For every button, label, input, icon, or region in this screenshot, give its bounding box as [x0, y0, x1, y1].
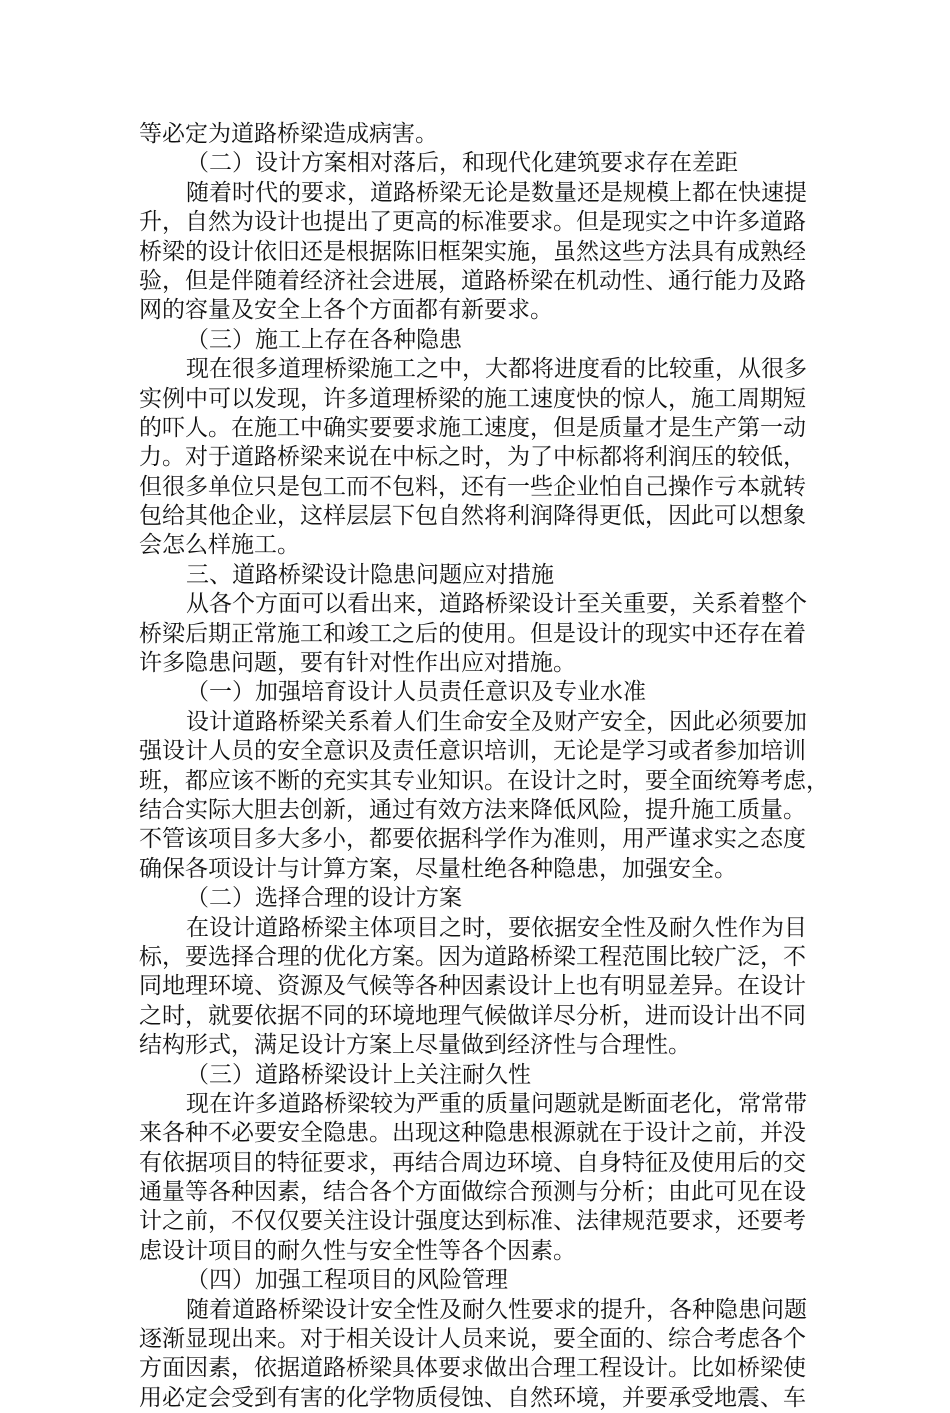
text-line: 三、道路桥梁设计隐患问题应对措施 [186, 561, 554, 588]
text-line: 确保各项设计与计算方案，尽量杜绝各种隐患，加强安全。 [139, 855, 737, 882]
text-line: 的吓人。在施工中确实要要求施工速度，但是质量才是生产第一动 [139, 414, 806, 441]
text-line: 验，但是伴随着经济社会进展，道路桥梁在机动性、通行能力及路 [139, 267, 806, 294]
text-line: 结合实际大胆去创新，通过有效方法来降低风险，提升施工质量。 [139, 796, 806, 823]
text-line: （二）设计方案相对落后，和现代化建筑要求存在差距 [186, 150, 738, 177]
text-line: 随着时代的要求，道路桥梁无论是数量还是规模上都在快速提 [186, 179, 807, 206]
text-line: 不管该项目多大多小，都要依据科学作为准则，用严谨求实之态度 [139, 826, 806, 853]
text-line: 结构形式，满足设计方案上尽量做到经济性与合理性。 [139, 1032, 691, 1059]
text-line: 班，都应该不断的充实其专业知识。在设计之时，要全面统筹考虑， [139, 767, 829, 794]
text-line: 设计道路桥梁关系着人们生命安全及财产安全，因此必须要加 [186, 708, 807, 735]
text-line: 随着道路桥梁设计安全性及耐久性要求的提升，各种隐患问题 [186, 1296, 807, 1323]
text-line: 计之前，不仅仅要关注设计强度达到标准、法律规范要求，还要考 [139, 1208, 806, 1235]
text-line: 网的容量及安全上各个方面都有新要求。 [139, 297, 553, 324]
text-line: 包给其他企业，这样层层下包自然将利润降得更低，因此可以想象 [139, 503, 806, 530]
document-body [139, 120, 829, 1413]
text-line: 在设计道路桥梁主体项目之时，要依据安全性及耐久性作为目 [186, 914, 807, 941]
text-line: 同地理环境、资源及气候等各种因素设计上也有明显差异。在设计 [139, 973, 806, 1000]
text-line: 升，自然为设计也提出了更高的标准要求。但是现实之中许多道路 [139, 209, 806, 236]
text-line: 虑设计项目的耐久性与安全性等各个因素。 [139, 1237, 576, 1264]
text-line: 但很多单位只是包工而不包料，还有一些企业怕自己操作亏本就转 [139, 473, 806, 500]
text-line: 桥梁的设计依旧还是根据陈旧框架实施，虽然这些方法具有成熟经 [139, 238, 806, 265]
text-line: （四）加强工程项目的风险管理 [186, 1267, 508, 1294]
text-line: 之时，就要依据不同的环境地理气候做详尽分析，进而设计出不同 [139, 1002, 806, 1029]
text-line: 用必定会受到有害的化学物质侵蚀、自然环境，并要承受地震、车 [139, 1384, 806, 1411]
text-line: 通量等各种因素，结合各个方面做综合预测与分析；由此可见在设 [139, 1179, 806, 1206]
text-line: 现在很多道理桥梁施工之中，大都将进度看的比较重，从很多 [186, 356, 807, 383]
text-line: 方面因素，依据道路桥梁具体要求做出合理工程设计。比如桥梁使 [139, 1355, 806, 1382]
text-line: 强设计人员的安全意识及责任意识培训，无论是学习或者参加培训 [139, 738, 806, 765]
text-line: 许多隐患问题，要有针对性作出应对措施。 [139, 650, 576, 677]
text-line: 从各个方面可以看出来，道路桥梁设计至关重要，关系着整个 [186, 591, 807, 618]
text-line: 标，要选择合理的优化方案。因为道路桥梁工程范围比较广泛，不 [139, 943, 806, 970]
text-line: 有依据项目的特征要求，再结合周边环境、自身特征及使用后的交 [139, 1149, 806, 1176]
text-line: 力。对于道路桥梁来说在中标之时，为了中标都将利润压的较低， [139, 444, 806, 471]
text-line: 实例中可以发现，许多道理桥梁的施工速度快的惊人，施工周期短 [139, 385, 806, 412]
text-line: （二）选择合理的设计方案 [186, 885, 462, 912]
text-line: （三）道路桥梁设计上关注耐久性 [186, 1061, 531, 1088]
text-line: 桥梁后期正常施工和竣工之后的使用。但是设计的现实中还存在着 [139, 620, 806, 647]
text-line: （一）加强培育设计人员责任意识及专业水准 [186, 679, 646, 706]
text-line: 等必定为道路桥梁造成病害。 [139, 121, 438, 147]
text-line: 现在许多道路桥梁较为严重的质量问题就是断面老化，常常带 [186, 1090, 807, 1117]
text-line: （三）施工上存在各种隐患 [186, 326, 462, 353]
text-line: 会怎么样施工。 [139, 532, 300, 559]
text-line: 逐渐显现出来。对于相关设计人员来说，要全面的、综合考虑各个 [139, 1326, 806, 1353]
text-line: 来各种不必要安全隐患。出现这种隐患根源就在于设计之前，并没 [139, 1120, 806, 1147]
